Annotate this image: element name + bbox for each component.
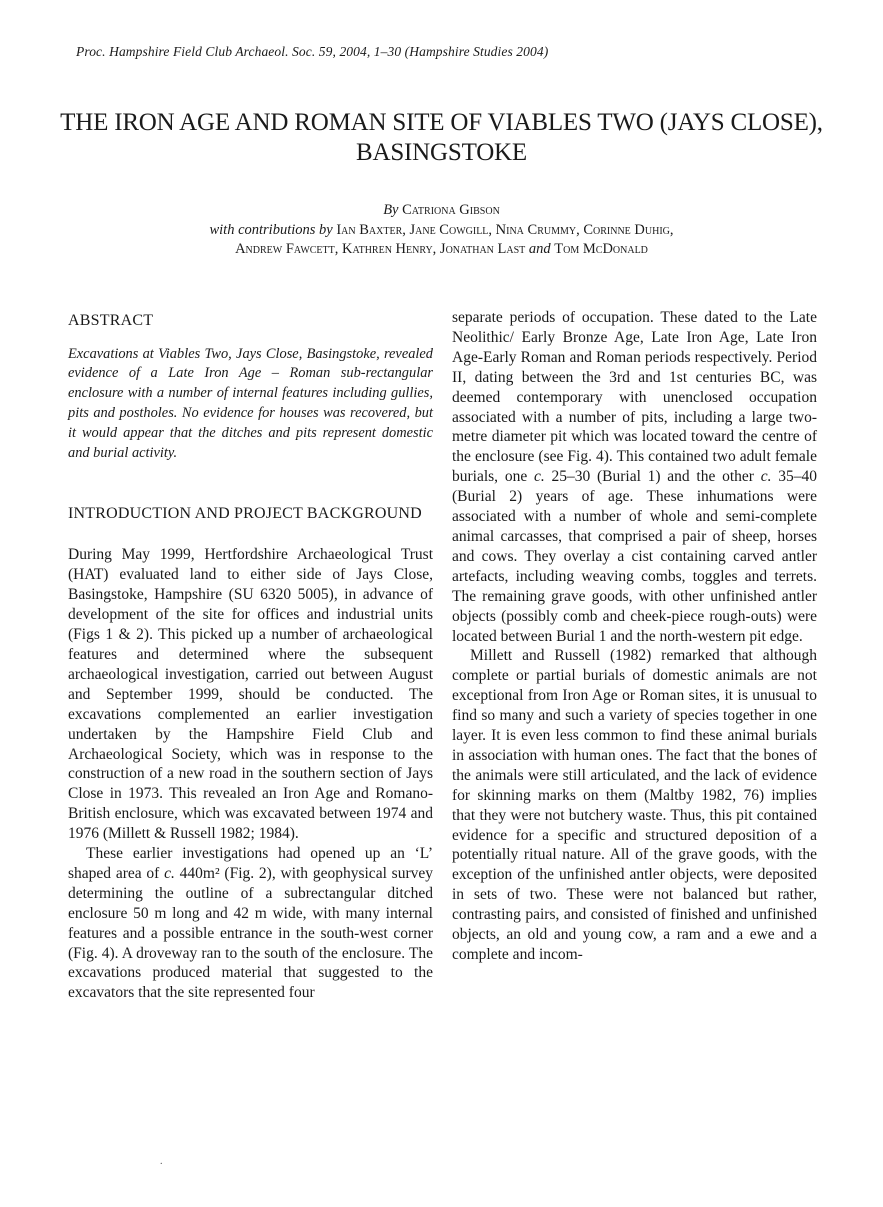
abstract-text: Excavations at Viables Two, Jays Close, Basingstoke, revealed evidence of a Late Iron Age – Roman sub-rectangular enclosure with a number of internal features including gullies, pits and postholes. No evidence for houses was recovered, but it would appear that the ditches and pits represent domestic and burial activity. — [68, 345, 433, 462]
page-speck: . — [160, 1156, 163, 1167]
contributors-list-3: Tom McDonald — [554, 241, 648, 257]
with-contributions-label: with contributions by — [209, 221, 333, 238]
right-paragraph-1-part-a: separate periods of occupation. These dated to the Late Neolithic/ Early Bronze Age, Late Iron Age, Late Iron Age-Early Roman and Roman periods respectively. Period II, dating between the 3rd and 1st centuries BC, was deemed contemporary with unenclosed occupation associated with a number of pits, including a large two-metre diameter pit which was located toward the centre of the enclosure (see Fig. 4). This contained two adult female burials, one — [452, 309, 817, 486]
introduction-heading: INTRODUCTION AND PROJECT BACKGROUND — [68, 504, 422, 522]
byline — [60, 201, 823, 260]
right-paragraph-1-part-b: 25–30 (Burial 1) and the other — [544, 468, 761, 486]
right-paragraph-1 — [452, 308, 817, 646]
circa-abbrev: c. — [164, 864, 175, 882]
intro-paragraph-2 — [68, 844, 433, 1003]
circa-abbrev: c. — [760, 468, 772, 486]
author-name: Catriona Gibson — [402, 202, 500, 218]
contributors-list-1: Ian Baxter, Jane Cowgill, Nina Crummy, Corinne Duhig, — [336, 221, 674, 238]
and-label: and — [528, 241, 551, 257]
right-paragraph-1-part-c: 35–40 (Burial 2) years of age. These inhumations were associated with a number of whole and semi-complete animal carcasses, that comprised a pair of sheep, horses and cows. They overlay a cist containing carved antler artefacts, including weaving combs, toggles and terrets. The remaining grave goods, with other unfinished antler objects (possibly comb and cheek-piece rough-outs) were located between Burial 1 and the north-western pit edge. — [452, 468, 818, 645]
right-column — [452, 308, 817, 965]
intro-paragraph-2-end: 440m² (Fig. 2), with geophysical survey determining the outline of a subrectangular ditched enclosure 50 m long and 42 m wide, with many internal features and a possible entrance in the south-west corner (Fig. 4). A droveway ran to the south of the enclosure. The excavations produced material that suggested to the excavators that the site represented four — [68, 864, 433, 1002]
article-title: THE IRON AGE AND ROMAN SITE OF VIABLES TWO (JAYS CLOSE), BASINGSTOKE — [60, 109, 823, 166]
by-label: By — [383, 202, 399, 218]
abstract-heading: ABSTRACT — [68, 312, 154, 329]
intro-paragraph-1: During May 1999, Hertfordshire Archaeological Trust (HAT) evaluated land to either side of Jays Close, Basingstoke, Hampshire (SU 6320 5005), in advance of development of the site for offices and industrial units (Figs 1 & 2). This picked up a number of archaeological features and determined where the subsequent archaeological investigation, carried out between August and September 1999, should be conducted. The excavations complemented an earlier investigation undertaken by the Hampshire Field Club and Archaeological Society, which was in response to the construction of a new road in the southern section of Jays Close in 1973. This revealed an Iron Age and Romano-British enclosure, which was excavated between 1974 and 1976 (Millett & Russell 1982; 1984). — [68, 546, 433, 843]
contributors-list-2: Andrew Fawcett, Kathren Henry, Jonathan Last — [235, 241, 526, 257]
circa-abbrev: c. — [533, 468, 545, 486]
contributors-line-1 — [60, 221, 823, 241]
intro-paragraph-2-start: These earlier investigations had opened up an ‘L’ shaped area of — [68, 845, 433, 882]
right-paragraph-2: Millett and Russell (1982) remarked that although complete or partial burials of domestic animals are not exceptional from Iron Age or Roman sites, it is unusual to find so many and such a variety of species together in one layer. It is even less common to find these animal burials in association with human ones. The fact that the bones of the animals were still articulated, and the lack of evidence for skinning marks on them (Maltby 1982, 76) implies that they were not butchery waste. Thus, this pit contained evidence for a specific and structured deposition of a potentially ritual nature. All of the grave goods, with the exception of the unfinished antler objects, were deposited in sets of two. These were not balanced but rather, contrasting pairs, and consisted of finished and unfinished objects, an old and young cow, a ram and a ewe and a complete and incom- — [452, 647, 817, 963]
running-head: Proc. Hampshire Field Club Archaeol. Soc. 59, 2004, 1–30 (Hampshire Studies 2004) — [76, 44, 549, 59]
left-column — [68, 308, 433, 1003]
author-line — [60, 201, 823, 221]
contributors-line-2 — [60, 240, 823, 260]
